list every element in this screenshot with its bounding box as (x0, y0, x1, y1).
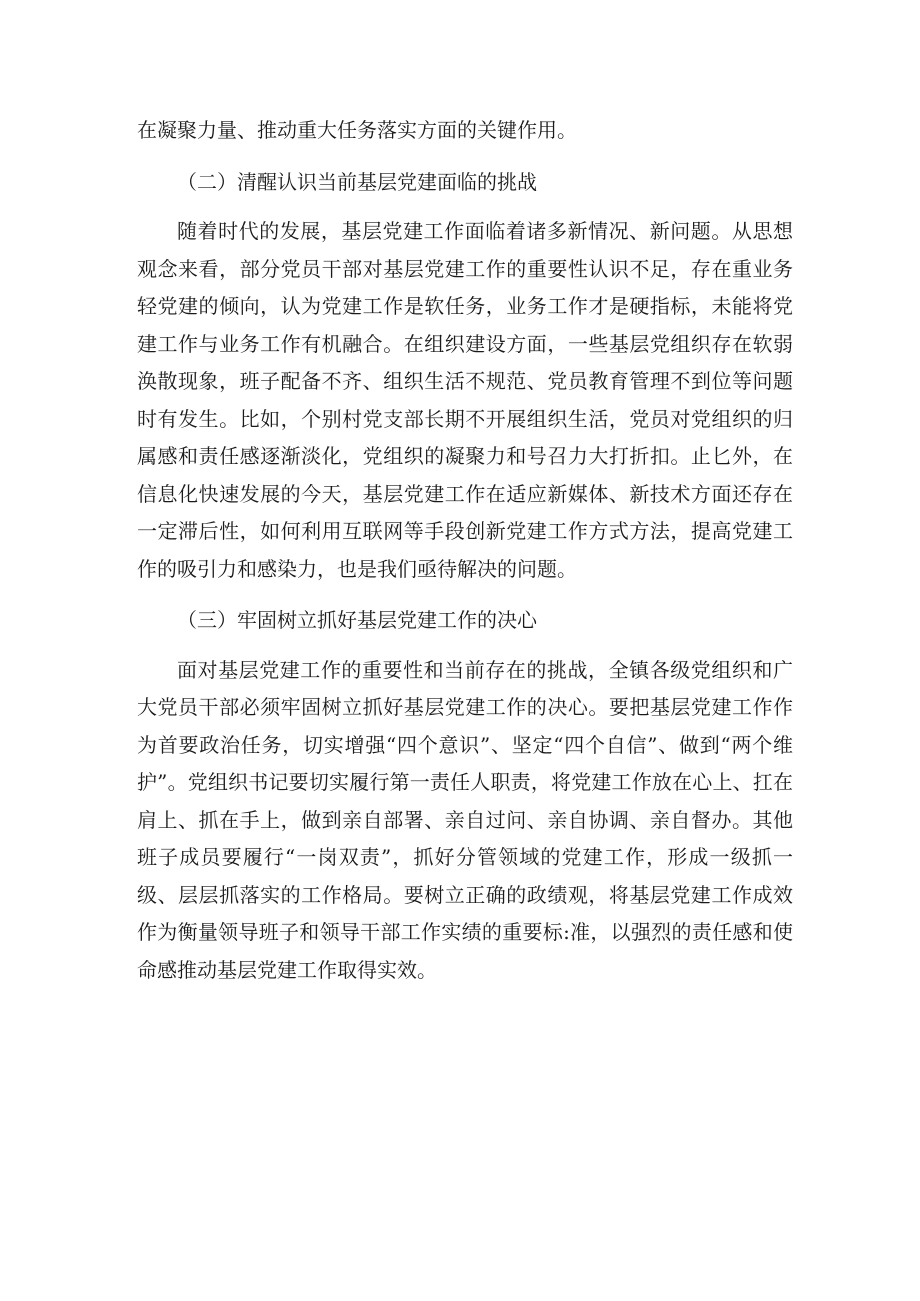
paragraph-challenges: 随着时代的发展，基层党建工作面临着诸多新情况、新问题。从思想观念来看，部分党员干部对基层党建工作的重要性认识不足，存在重业务轻党建的倾向，认为党建工作是软任务，业务工作才是硬指标，未能将党建工作与业务工作有机融合。在组织建设方面，一些基层党组织存在软弱涣散现象，班子配备不齐、组织生活不规范、党员教育管理不到位等问题时有发生。比如，个别村党支部长期不开展组织生活，党员对党组织的归属感和责任感逐渐淡化，党组织的凝聚力和号召力大打折扣。止匕外，在信息化快速发展的今天，基层党建工作在适应新媒体、新技术方面还存在一定滞后性，如何利用互联网等手段创新党建工作方式方法，提高党建工作的吸引力和感染力，也是我们亟待解决的问题。 (137, 219, 793, 581)
section-heading-2: （二）清醒认识当前基层党建面临的挑战 (177, 169, 537, 194)
document-body (137, 112, 793, 989)
paragraph-determination: 面对基层党建工作的重要性和当前存在的挑战，全镇各级党组织和广大党员干部必须牢固树立抓好基层党建工作的决心。要把基层党建工作作为首要政治任务，切实增强“四个意识”、坚定“四个自信”、做到“两个维护”。党组织书记要切实履行第一责任人职责，将党建工作放在心上、扛在肩上、抓在手上，做到亲自部署、亲自过问、亲自协调、亲自督办。其他班子成员要履行“一岗双责”，抓好分管领域的党建工作，形成一级抓一级、层层抓落实的工作格局。要树立正确的政绩观，将基层党建工作成效作为衡量领导班子和领导干部工作实绩的重要标:准，以强烈的责任感和使命感推动基层党建工作取得实效。 (137, 657, 793, 982)
section-heading-3: （三）牢固树立抓好基层党建工作的决心 (177, 608, 537, 632)
paragraph-continuation: 在凝聚力量、推动重大任务落实方面的关键作用。 (137, 118, 577, 142)
